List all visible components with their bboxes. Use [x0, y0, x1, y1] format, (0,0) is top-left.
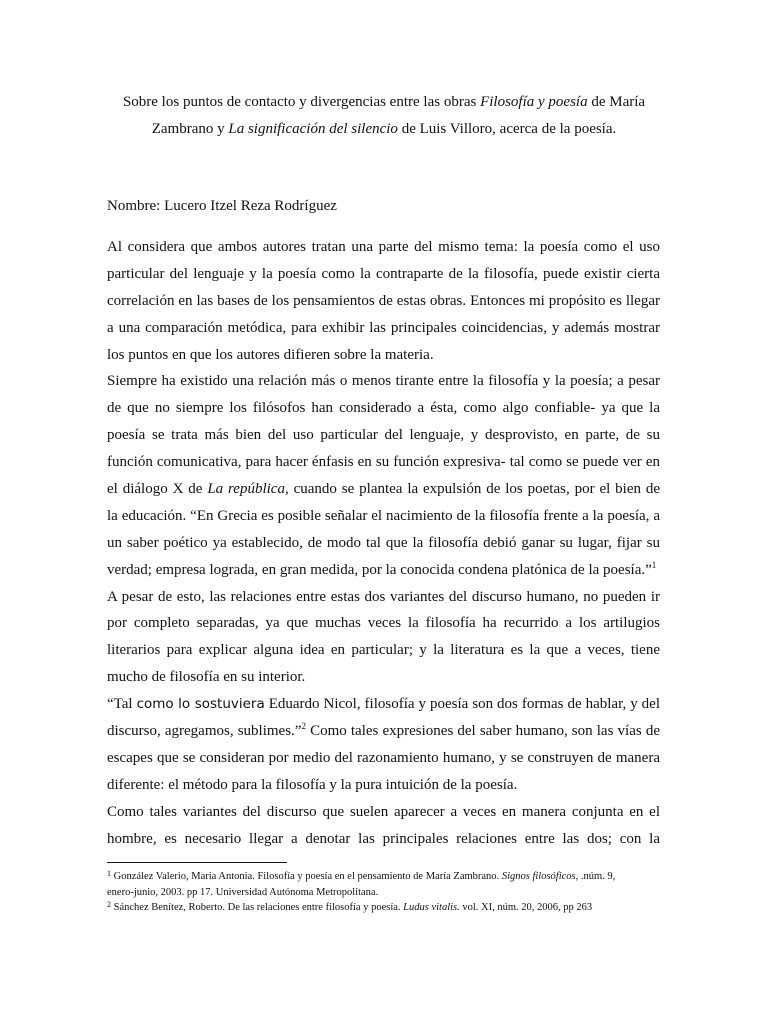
title-book-2: La significación del silencio — [228, 121, 398, 137]
footnote-number: 2 — [107, 900, 111, 909]
document-title — [100, 89, 668, 143]
body-line: mucho de filosofía en su interior. — [107, 669, 306, 686]
book-title-italic: La república, — [207, 481, 289, 498]
body-line: Como tales variantes del discurso que suelen aparecer a veces en manera conjunta en el — [107, 803, 660, 820]
body-text-run: discurso, agregamos, sublimes.” — [107, 723, 302, 740]
body-line: de que no siempre los filósofos han considerado a ésta, como algo confiable- ya que la — [107, 400, 660, 417]
title-text: Sobre los puntos de contacto y divergencias entre las obras — [122, 94, 481, 110]
body-text-run: el diálogo X de — [107, 481, 208, 498]
body-text-run: cuando se plantea la expulsión de los poetas, por el bien de — [288, 481, 661, 498]
body-line: hombre, es necesario llegar a denotar las principales relaciones entre las dos; con la — [107, 830, 660, 847]
body-line: Al considera que ambos autores tratan una parte del mismo tema: la poesía como el uso — [107, 239, 660, 255]
body-line: por completo separadas, ya que muchas veces la filosofía ha recurrido a los artilugios — [107, 615, 660, 632]
footnote-2 — [107, 900, 667, 916]
body-line: diferente: el método para la filosofía y la pura intuición de la poesía. — [107, 776, 518, 793]
footnote-text: González Valerio, María Antonia. Filosofía y poesía en el pensamiento de María Zambrano. — [111, 871, 502, 882]
body-line: particular del lenguaje y la poesía como la contraparte de la filosofía, puede existir cierta — [107, 265, 660, 282]
body-line: la educación. “En Grecia es posible señalar el nacimiento de la filosofía frente a la poesía, a — [107, 507, 660, 524]
body-line — [107, 476, 660, 503]
body-line: función comunicativa, para hacer énfasis en su función expresiva- tal como se puede ver en — [107, 454, 660, 471]
body-line: un saber poético ya establecido, de modo tal que la filosofía debió ganar su lugar, fijar su — [107, 534, 660, 551]
footnote-text: vol. XI, núm. 20, 2006, pp 263 — [459, 902, 593, 913]
footnotes — [107, 869, 667, 916]
footnote-number: 1 — [107, 869, 111, 878]
footnote-text: .núm. 9, — [578, 871, 616, 882]
body-line: a una comparación metódica, para exhibir las principales coincidencias, y además mostrar — [107, 319, 660, 336]
body-line — [107, 691, 660, 718]
title-line-1 — [100, 89, 668, 116]
footnote-ref-2[interactable]: 2 — [301, 721, 306, 732]
body-line — [107, 557, 660, 584]
body-text-run: Eduardo Nicol, filosofía y poesía son dos formas de hablar, y del — [264, 696, 660, 713]
footnote-1 — [107, 869, 667, 885]
body-line: Siempre ha existido una relación más o menos tirante entre la filosofía y la poesía; a pesar — [107, 373, 660, 390]
body-text-run: “Tal — [107, 696, 137, 713]
footnote-journal: Signos filosóficos, — [501, 871, 579, 882]
body-line: escapes que se consideran por medio del razonamiento humano, y se construyen de manera — [107, 749, 660, 766]
footnote-text: Sánchez Benítez, Roberto. De las relaciones entre filosofía y poesía. — [111, 902, 404, 913]
body-text-run: verdad; empresa lograda, en gran medida, por la conocida condena platónica de la poesía.” — [107, 561, 652, 578]
body-line: correlación en las bases de los pensamientos de estas obras. Entonces mi propósito es llegar — [107, 292, 660, 309]
body-line: poesía se trata más bien del uso particular del lenguaje, y desprovisto, en parte, de su — [107, 427, 660, 444]
title-text: Zambrano y — [151, 121, 229, 137]
author-name: Nombre: Lucero Itzel Reza Rodríguez — [107, 198, 337, 214]
title-line-2 — [100, 116, 668, 143]
body-line: A pesar de esto, las relaciones entre estas dos variantes del discurso humano, no pueden ir — [107, 588, 660, 605]
footnote-ref-1[interactable]: 1 — [651, 559, 657, 570]
body-line: los puntos en que los autores difieren sobre la materia. — [107, 346, 434, 363]
body-line: literarios para explicar alguna idea en particular; y la literatura es la que a veces, tiene — [107, 642, 660, 659]
body-text-run: como lo sostuviera — [136, 696, 265, 713]
footnote-journal: Ludus vitalis. — [403, 902, 460, 913]
body-text-run: Como tales expresiones del saber humano, son las vías de — [305, 723, 660, 740]
essay-body — [107, 234, 660, 852]
footnote-1-continued: enero-junio, 2003. pp 17. Universidad Autónoma Metropolitana. — [107, 886, 379, 898]
footnote-divider — [107, 862, 287, 863]
body-line — [107, 718, 660, 745]
title-text: de María — [587, 94, 646, 110]
title-text: de Luis Villoro, acerca de la poesía. — [397, 121, 617, 137]
title-book-1: Filosofía y poesía — [480, 94, 588, 110]
